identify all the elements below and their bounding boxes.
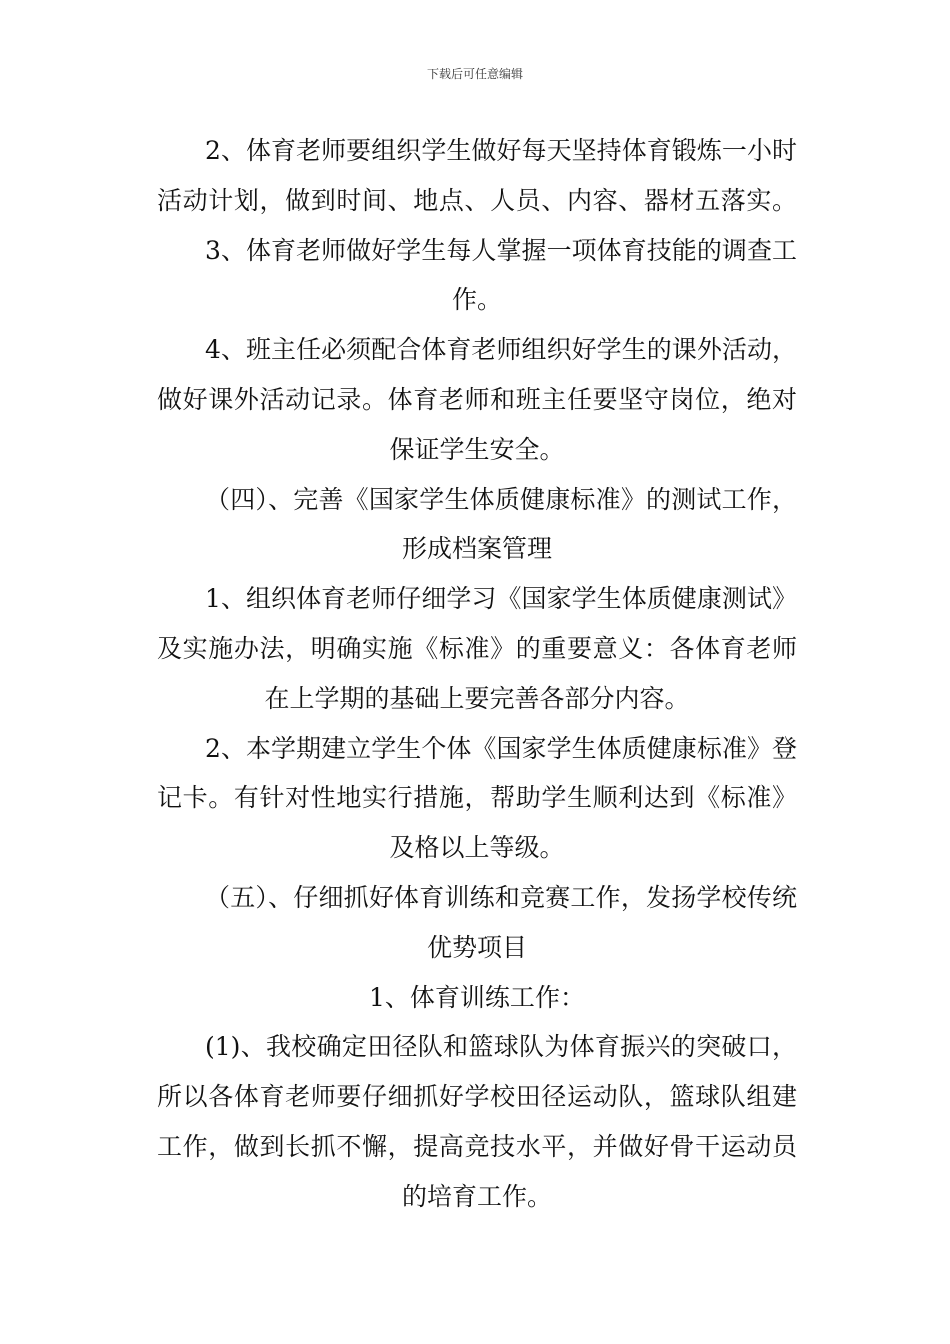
text-line: 及实施办法，明确实施《标准》的重要意义：各体育老师 bbox=[157, 633, 797, 663]
text-line: （五）、仔细抓好体育训练和竞赛工作，发扬学校传统 bbox=[205, 882, 797, 912]
text-line: 1、体育训练工作： bbox=[369, 982, 585, 1012]
text-line: 4、班主任必须配合体育老师组织好学生的课外活动， bbox=[205, 335, 797, 365]
text-line: 优势项目 bbox=[426, 932, 527, 962]
page-header: 下载后可任意编辑 bbox=[426, 67, 523, 81]
text-line: 3、体育老师做好学生每人掌握一项体育技能的调查工 bbox=[205, 235, 797, 265]
text-line: 活动计划，做到时间、地点、人员、内容、器材五落实。 bbox=[157, 185, 797, 215]
text-line: 作。 bbox=[451, 285, 502, 315]
text-line: 1、组织体育老师仔细学习《国家学生体质健康测试》 bbox=[205, 584, 797, 614]
text-line: 2、本学期建立学生个体《国家学生体质健康标准》登 bbox=[205, 733, 797, 763]
text-line: 的培育工作。 bbox=[401, 1181, 552, 1211]
text-line: (1)、我校确定田径队和篮球队为体育振兴的突破口， bbox=[205, 1032, 797, 1062]
text-line: 形成档案管理 bbox=[401, 534, 552, 564]
text-line: 在上学期的基础上要完善各部分内容。 bbox=[264, 683, 690, 713]
text-line: 记卡。有针对性地实行措施，帮助学生顺利达到《标准》 bbox=[157, 783, 797, 813]
document-body bbox=[157, 126, 797, 1222]
text-line: 2、体育老师要组织学生做好每天坚持体育锻炼一小时 bbox=[205, 136, 797, 165]
text-line: 保证学生安全。 bbox=[389, 434, 565, 464]
text-line: 做好课外活动记录。体育老师和班主任要坚守岗位，绝对 bbox=[157, 384, 797, 414]
text-line: （四）、完善《国家学生体质健康标准》的测试工作， bbox=[205, 484, 797, 514]
text-line: 所以各体育老师要仔细抓好学校田径运动队，篮球队组建 bbox=[157, 1082, 797, 1112]
text-line: 工作，做到长抓不懈，提高竞技水平，并做好骨干运动员 bbox=[157, 1131, 797, 1161]
text-line: 及格以上等级。 bbox=[389, 833, 565, 863]
